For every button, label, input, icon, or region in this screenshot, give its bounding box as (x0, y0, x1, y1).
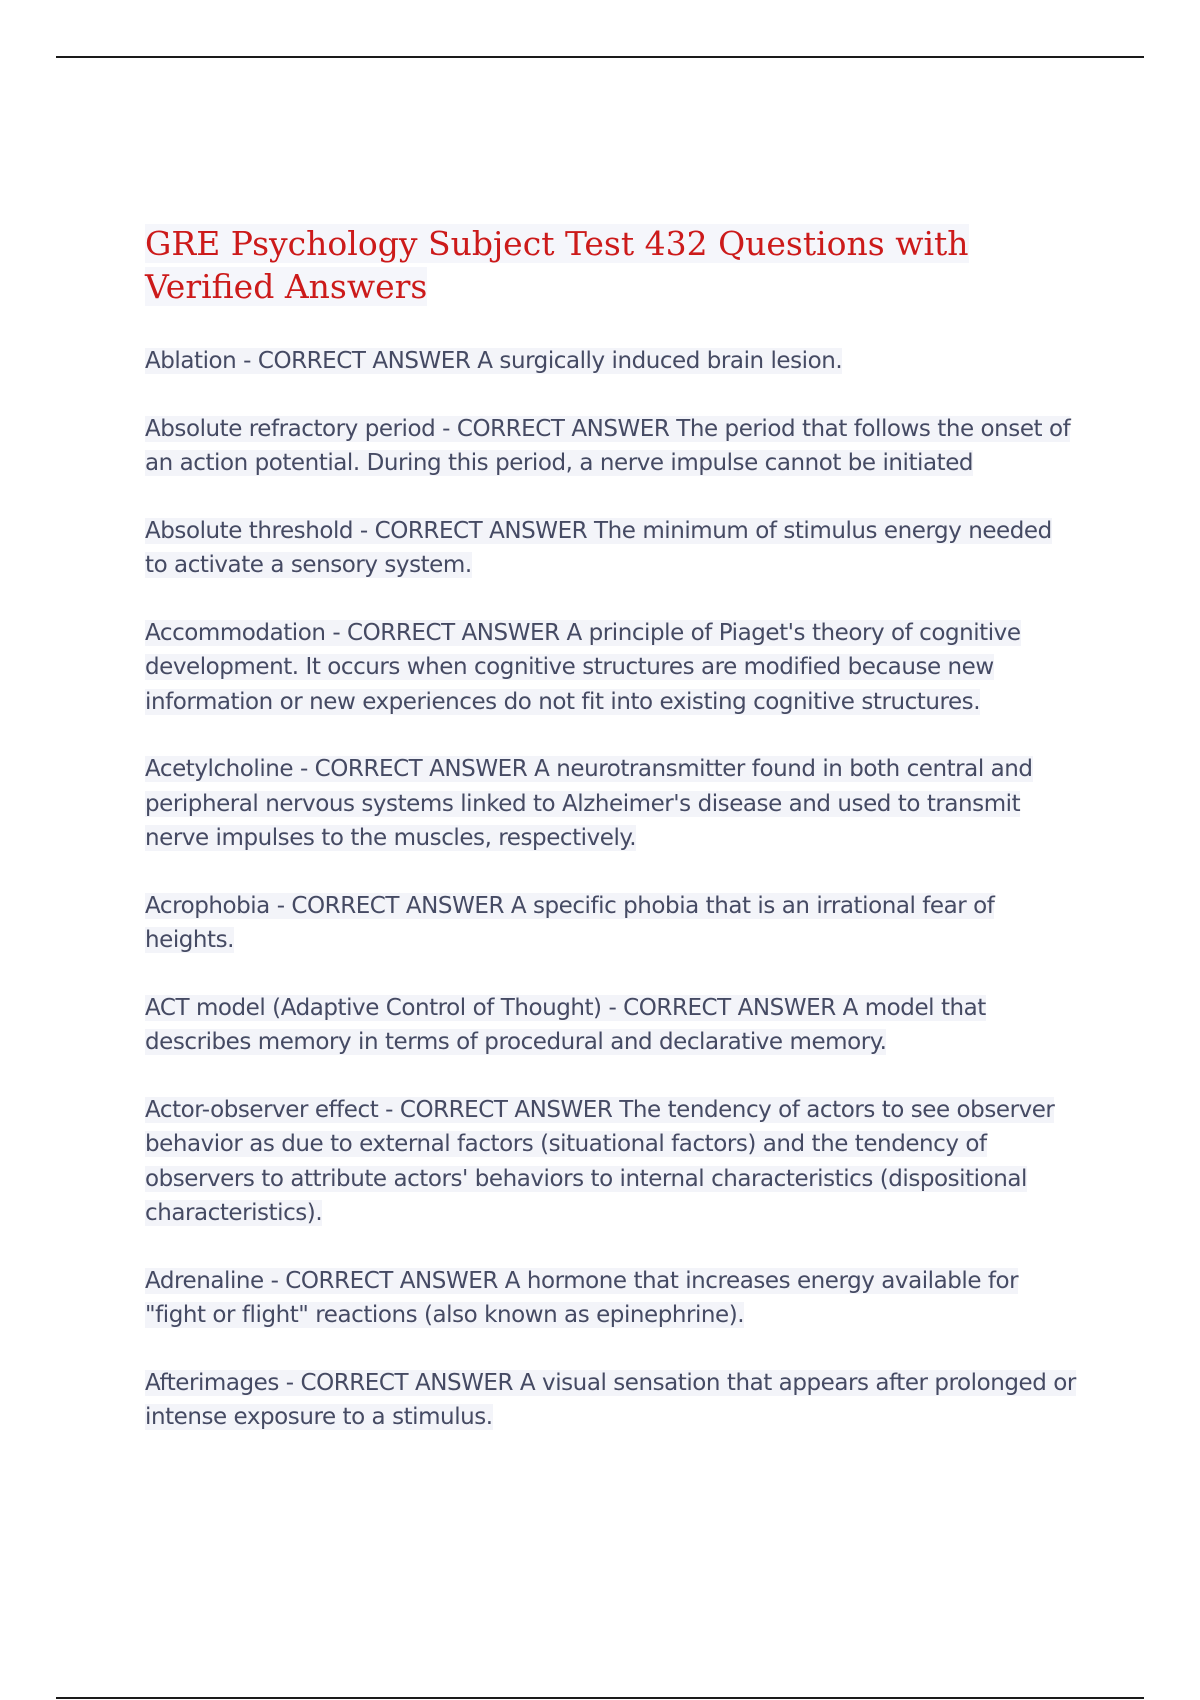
glossary-entry-text: ACT model (Adaptive Control of Thought) - CORRECT ANSWER A model that describes memory in terms of procedural and declarative memory. (145, 994, 986, 1055)
glossary-entry-text: Absolute threshold - CORRECT ANSWER The minimum of stimulus energy needed to activate a sensory system. (145, 517, 1052, 578)
glossary-entry (145, 344, 1080, 379)
top-rule (56, 56, 1144, 58)
document-body (145, 222, 1080, 1468)
document-title (145, 222, 1080, 308)
document-title-text: GRE Psychology Subject Test 432 Questions with Verified Answers (145, 224, 969, 306)
glossary-entry-text: Actor-observer effect - CORRECT ANSWER The tendency of actors to see observer behavior as due to external factors (situational factors) and the tendency of observers to attribute actors' behaviors to internal characteristics (dispositional characteristics). (145, 1096, 1055, 1226)
glossary-entry (145, 991, 1080, 1060)
glossary-entry-text: Ablation - CORRECT ANSWER A surgically induced brain lesion. (145, 348, 843, 374)
glossary-entry (145, 412, 1080, 481)
glossary-entry-text: Absolute refractory period - CORRECT ANSWER The period that follows the onset of an action potential. During this period, a nerve impulse cannot be initiated (145, 415, 1071, 476)
bottom-rule (56, 1697, 1144, 1699)
glossary-entry (145, 1093, 1080, 1231)
glossary-entry (145, 616, 1080, 720)
glossary-entry (145, 514, 1080, 583)
glossary-entry-text: Accommodation - CORRECT ANSWER A principle of Piaget's theory of cognitive development. It occurs when cognitive structures are modified because new information or new experiences do not fit into existing cognitive structures. (145, 619, 1021, 715)
glossary-entry (145, 752, 1080, 856)
glossary-entry-text: Afterimages - CORRECT ANSWER A visual sensation that appears after prolonged or intense exposure to a stimulus. (145, 1369, 1076, 1430)
glossary-entry (145, 1264, 1080, 1333)
glossary-entry-text: Acetylcholine - CORRECT ANSWER A neurotransmitter found in both central and peripheral nervous systems linked to Alzheimer's disease and used to transmit nerve impulses to the muscles, respectively. (145, 756, 1033, 851)
glossary-entry (145, 889, 1080, 958)
glossary-entry-text: Acrophobia - CORRECT ANSWER A specific phobia that is an irrational fear of heights. (145, 892, 995, 953)
glossary-entry (145, 1366, 1080, 1435)
glossary-entry-text: Adrenaline - CORRECT ANSWER A hormone that increases energy available for "fight or flight" reactions (also known as epinephrine). (145, 1267, 1019, 1328)
